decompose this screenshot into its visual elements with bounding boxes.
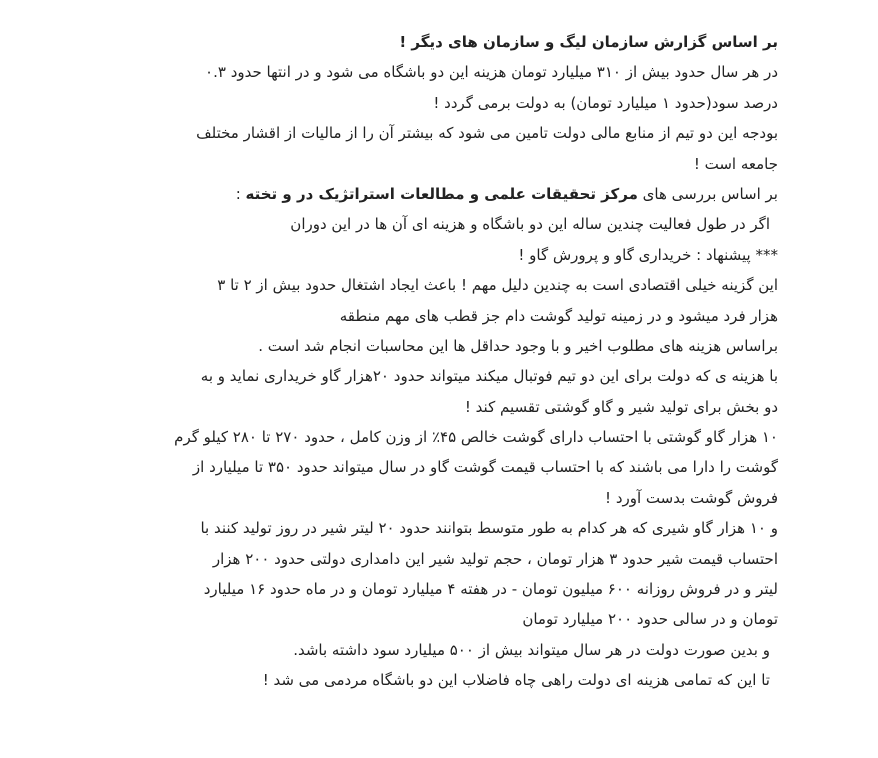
- paragraph-line: دو بخش برای تولید شیر و گاو گوشتی تقسیم کند !: [464, 397, 778, 416]
- paragraph-line: با هزینه ی که دولت برای این دو تیم فوتبال میکند میتواند حدود ۲۰هزار گاو خریداری نماید و به: [200, 367, 778, 386]
- paragraph-line: ۱۰ هزار گاو گوشتی با احتساب دارای گوشت خالص ۴۵٪ از وزن کامل ، حدود ۲۷۰ تا ۲۸۰ کیلو گرم: [174, 428, 778, 447]
- paragraph-line: این گزینه خیلی اقتصادی است به چندین دلیل مهم ! باعث ایجاد اشتغال حدود بیش از ۲ تا ۳: [217, 276, 778, 295]
- paragraph-line: اگر در طول فعالیت چندین ساله این دو باشگاه و هزینه ای آن ها در این دوران: [290, 215, 770, 234]
- paragraph-line: در هر سال حدود بیش از ۳۱۰ میلیارد تومان هزینه این دو باشگاه می شود و در انتها حدود ۰.۳: [205, 63, 778, 82]
- paragraph-line: و ۱۰ هزار گاو شیری که هر کدام به طور متوسط بتوانند حدود ۲۰ لیتر شیر در روز تولید کنند با: [200, 519, 778, 538]
- research-center-line: [78, 179, 778, 209]
- document-body: [78, 27, 778, 696]
- paragraph-line: لیتر و در فروش روزانه ۶۰۰ میلیون تومان - در هفته ۴ میلیارد تومان و در ماه حدود ۱۶ میلیارد: [203, 580, 778, 599]
- research-center-name: مرکز تحقیقات علمی و مطالعات استراتژیک در و تخته: [245, 184, 638, 203]
- paragraph-line: درصد سود(حدود ۱ میلیارد تومان) به دولت برمی گردد !: [433, 93, 778, 112]
- paragraph-line: جامعه است !: [693, 154, 778, 173]
- paragraph-line: تا این که تمامی هزینه ای دولت راهی چاه فاضلاب این دو باشگاه مردمی می شد !: [262, 671, 770, 690]
- paragraph-line: احتساب قیمت شیر حدود ۳ هزار تومان ، حجم تولید شیر این دامداری دولتی حدود ۲۰۰ هزار: [212, 549, 778, 568]
- paragraph-line: تومان و در سالی حدود ۲۰۰ میلیارد تومان: [522, 610, 778, 629]
- paragraph-line: گوشت را دارا می باشند که با احتساب قیمت گوشت گاو در سال میتواند حدود ۳۵۰ تا میلیارد از: [192, 458, 778, 477]
- paragraph-line: بودجه این دو تیم از منابع مالی دولت تامین می شود که بیشتر آن را از مالیات از اقشار مختلف: [196, 124, 778, 143]
- paragraph-line: براساس هزینه های مطلوب اخیر و با وجود حداقل ها این محاسبات انجام شد است .: [258, 336, 778, 355]
- report-heading: بر اساس گزارش سازمان لیگ و سازمان های دیگر !: [399, 33, 778, 51]
- research-center-prefix: بر اساس بررسی های: [637, 184, 778, 203]
- paragraph-line: فروش گوشت بدست آورد !: [605, 488, 778, 507]
- proposal-line: *** پیشنهاد : خریداری گاو و پرورش گاو !: [518, 245, 778, 264]
- research-center-suffix: :: [235, 184, 246, 203]
- paragraph-line: و بدین صورت دولت در هر سال میتواند بیش از ۵۰۰ میلیارد سود داشته باشد.: [293, 640, 770, 659]
- paragraph-line: هزار فرد میشود و در زمینه تولید گوشت دام جز قطب های مهم منطقه: [339, 306, 778, 325]
